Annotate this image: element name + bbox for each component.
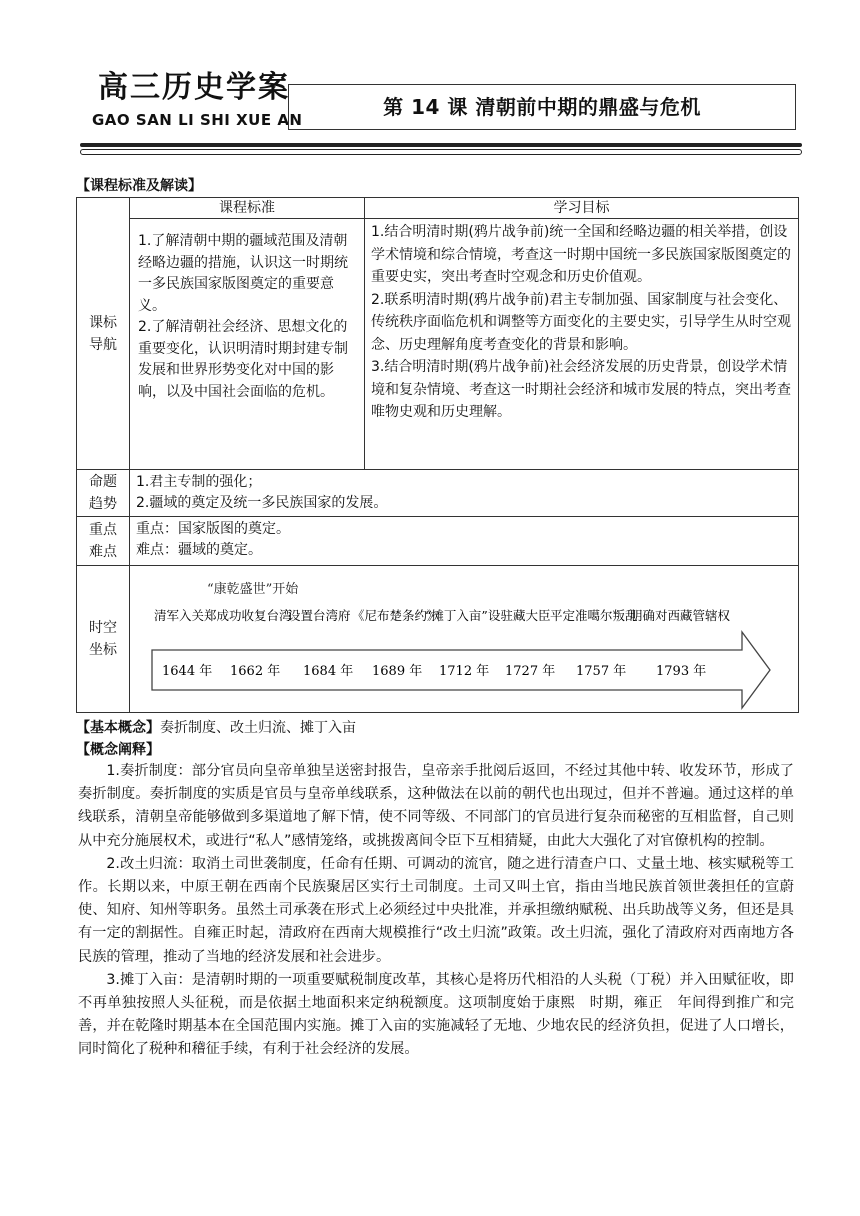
timeline-event: 郑成功收复台湾 (204, 608, 292, 623)
concept-explain-label: 【概念阐释】 (76, 742, 160, 758)
timeline-year: 1684 年 (303, 664, 354, 679)
key-point: 重点：国家版图的奠定。 (136, 521, 290, 537)
concept-paragraph-memorial: 1.奏折制度：部分官员向皇帝单独呈送密封报告，皇帝亲手批阅后返回，不经过其他中转、收发环节，形成了奏折制度。奏折制度的实质是官员与皇帝单线联系，这种做法在以前的朝代也出现过，但并不普遍。通过这样的单线联系，清朝皇帝能够做到多渠道地了解下情，使不同等级、不同部门的官员进行复杂而秘密的互相监督，自己则从中充分施展权术，或进行“私人”感情笼络，或挑拨离间令臣下互相猜疑，由此大大强化了对官僚机构的控制。 (78, 763, 794, 849)
trend-cell (130, 470, 799, 517)
timeline-event: 明确对西藏管辖权 (630, 608, 731, 623)
timeline-year: 1712 年 (439, 664, 490, 679)
timeline-year: 1757 年 (576, 664, 627, 679)
standards-table (76, 197, 799, 713)
concept-paragraph-tanding: 3.摊丁入亩：是清朝时期的一项重要赋税制度改革，其核心是将历代相沿的人头税（丁税）并入田赋征收，即不再单独按照人头征税，而是依据土地面积来定纳税额度。这项制度始于康熙 时期，雍正 年间得到推广和完善，并在乾隆时期基本在全国范围内实施。摊丁入亩的实施减轻了无地、少地农民的经济负担，促进了人口增长，同时简化了税种和稽征手续，有利于社会经济的发展。 (78, 971, 794, 1058)
timeline-event: 清军入关 (154, 608, 205, 623)
row-label-keypoints (77, 517, 130, 566)
col-header-standard: 课程标准 (130, 198, 365, 219)
goal-item: 1.结合明清时期(鸦片战争前)统一全国和经略边疆的相关举措，创设学术情境和综合情境，考查这一时期中国统一多民族国家版图奠定的重要史实，突出考查时空观念和历史价值观。 (371, 224, 791, 285)
col-header-goal: 学习目标 (365, 198, 799, 219)
trend-item: 2.疆域的奠定及统一多民族国家的发展。 (136, 495, 388, 511)
timeline-event: 设驻藏大臣 (488, 608, 551, 623)
timeline (130, 566, 798, 712)
row-label-timeline-text: 时空坐标 (89, 620, 117, 658)
timeline-event: 《尼布楚条约》 (352, 608, 440, 623)
standards-cell (130, 219, 365, 470)
row-label-keypoints-text: 重点难点 (89, 522, 117, 560)
timeline-svg (130, 566, 798, 712)
timeline-year: 1662 年 (230, 664, 281, 679)
row-label-navigation-text: 课标导航 (89, 314, 117, 353)
timeline-events (154, 608, 731, 623)
concept-explanations (78, 760, 794, 1062)
row-label-trend-text: 命题趋势 (89, 474, 117, 512)
difficult-point: 难点：疆域的奠定。 (136, 542, 262, 558)
keypoints-cell (130, 517, 799, 566)
timeline-event: 平定准噶尔叛乱 (550, 608, 638, 623)
timeline-year: 1689 年 (372, 664, 423, 679)
basic-concepts-label: 【基本概念】 (76, 720, 160, 736)
timeline-year: 1644 年 (162, 664, 213, 679)
series-title: 高三历史学案 (98, 70, 290, 105)
basic-concepts-line (76, 717, 356, 737)
basic-concepts-text: 奏折制度、改土归流、摊丁入亩 (160, 720, 356, 736)
timeline-event: “摊丁入亩” (425, 608, 488, 623)
timeline-top-note: “康乾盛世”开始 (207, 582, 299, 597)
standard-item: 2.了解清朝社会经济、思想文化的重要变化，认识明清时期封建专制发展和世界形势变化对中国的影响，以及中国社会面临的危机。 (138, 319, 348, 400)
row-label-timeline (77, 566, 130, 713)
timeline-year: 1793 年 (656, 664, 707, 679)
section-heading-standards: 【课程标准及解读】 (76, 178, 202, 194)
goals-cell (365, 219, 799, 470)
goal-item: 2.联系明清时期(鸦片战争前)君主专制加强、国家制度与社会变化、传统秩序面临危机和调整等方面变化的主要史实，引导学生从时空观念、历史理解角度考查变化的背景和影响。 (371, 291, 791, 353)
series-pinyin: GAO SAN LI SHI XUE AN (92, 111, 303, 129)
lesson-title: 第 14 课 清朝前中期的鼎盛与危机 (383, 95, 701, 119)
trend-item: 1.君主专制的强化； (136, 474, 262, 490)
header-rule-double (80, 149, 802, 155)
row-label-navigation (77, 198, 130, 470)
goal-item: 3.结合明清时期(鸦片战争前)社会经济发展的历史背景，创设学术情境和复杂情境、考查这一时期社会经济和城市发展的特点，突出考查唯物史观和历史理解。 (371, 359, 791, 420)
concept-paragraph-gaitu: 2.改土归流：取消土司世袭制度，任命有任期、可调动的流官，随之进行清查户口、丈量土地、核实赋税等工作。长期以来，中原王朝在西南个民族聚居区实行土司制度。土司又叫土官，指由当地民族首领世袭担任的宣蔚使、知府、知州等职务。虽然土司承袭在形式上必须经过中央批准，并承担缴纳赋税、出兵助战等义务，但还是具有一定的割据性。自雍正时起，清政府在西南大规模推行“改土归流”政策。改土归流，强化了清政府对西南地方各民族的管理，推动了当地的经济发展和社会进步。 (78, 855, 794, 965)
timeline-event: 设置台湾府 (288, 608, 351, 623)
timeline-year: 1727 年 (505, 664, 556, 679)
standard-item: 1.了解清朝中期的疆域范围及清朝经略边疆的措施，认识这一时期统一多民族国家版图奠定的重要意义。 (138, 233, 348, 314)
header-rule-thick (80, 143, 802, 147)
timeline-cell (130, 566, 799, 713)
row-label-trend (77, 470, 130, 517)
